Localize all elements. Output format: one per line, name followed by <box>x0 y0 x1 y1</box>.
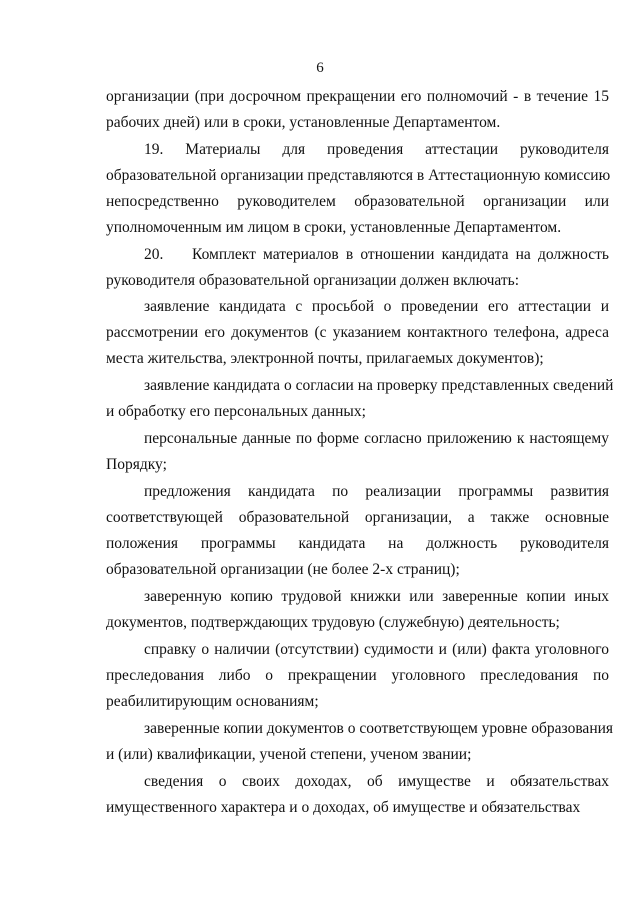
text-line: реабилитирующим основаниям; <box>106 693 319 710</box>
page-number: 6 <box>316 60 324 76</box>
list-item-line: заявление кандидата о согласии на проверку представленных сведений <box>144 377 614 394</box>
list-item-line: справку о наличии (отсутствии) судимости и (или) факта уголовного <box>144 641 609 658</box>
list-item-line: заверенные копии документов о соответствующем уровне образования <box>144 720 614 737</box>
text-line: уполномоченным им лицом в сроки, установленные Департаментом. <box>106 219 562 236</box>
text-line: руководителя образовательной организации должен включать: <box>106 272 519 289</box>
text-line: рассмотрении его документов (с указанием контактного телефона, адреса <box>106 324 609 341</box>
text-line: документов, подтверждающих трудовую (служебную) деятельность; <box>106 614 560 631</box>
paragraph-19-line: 19. Материалы для проведения аттестации руководителя <box>144 141 609 158</box>
text-line: и (или) квалификации, ученой степени, ученом звании; <box>106 746 472 763</box>
paragraph-20-line: 20. Комплект материалов в отношении кандидата на должность <box>144 246 609 263</box>
text-line: образовательной организации (не более 2-х страниц); <box>106 561 460 578</box>
text-line: организации (при досрочном прекращении его полномочий - в течение 15 <box>106 88 609 105</box>
text-line: преследования либо о прекращении уголовного преследования по <box>106 667 609 684</box>
text-line: положения программы кандидата на должность руководителя <box>106 535 609 552</box>
list-item-line: заявление кандидата с просьбой о проведении его аттестации и <box>144 298 609 315</box>
text-line: соответствующей образовательной организации, а также основные <box>106 509 609 526</box>
list-item-line: заверенную копию трудовой книжки или заверенные копии иных <box>144 588 609 605</box>
text-line: непосредственно руководителем образовательной организации или <box>106 193 609 210</box>
text-line: образовательной организации представляются в Аттестационную комиссию <box>106 167 611 184</box>
text-line: Порядку; <box>106 456 167 473</box>
list-item-line: сведения о своих доходах, об имуществе и обязательствах <box>144 773 609 790</box>
text-line: и обработку его персональных данных; <box>106 403 366 420</box>
list-item-line: предложения кандидата по реализации программы развития <box>144 483 609 500</box>
list-item-line: персональные данные по форме согласно приложению к настоящему <box>144 430 609 447</box>
text-line: рабочих дней) или в сроки, установленные Департаментом. <box>106 114 501 131</box>
text-line: имущественного характера и о доходах, об имуществе и обязательствах <box>106 799 581 816</box>
text-line: места жительства, электронной почты, прилагаемых документов); <box>106 350 544 367</box>
